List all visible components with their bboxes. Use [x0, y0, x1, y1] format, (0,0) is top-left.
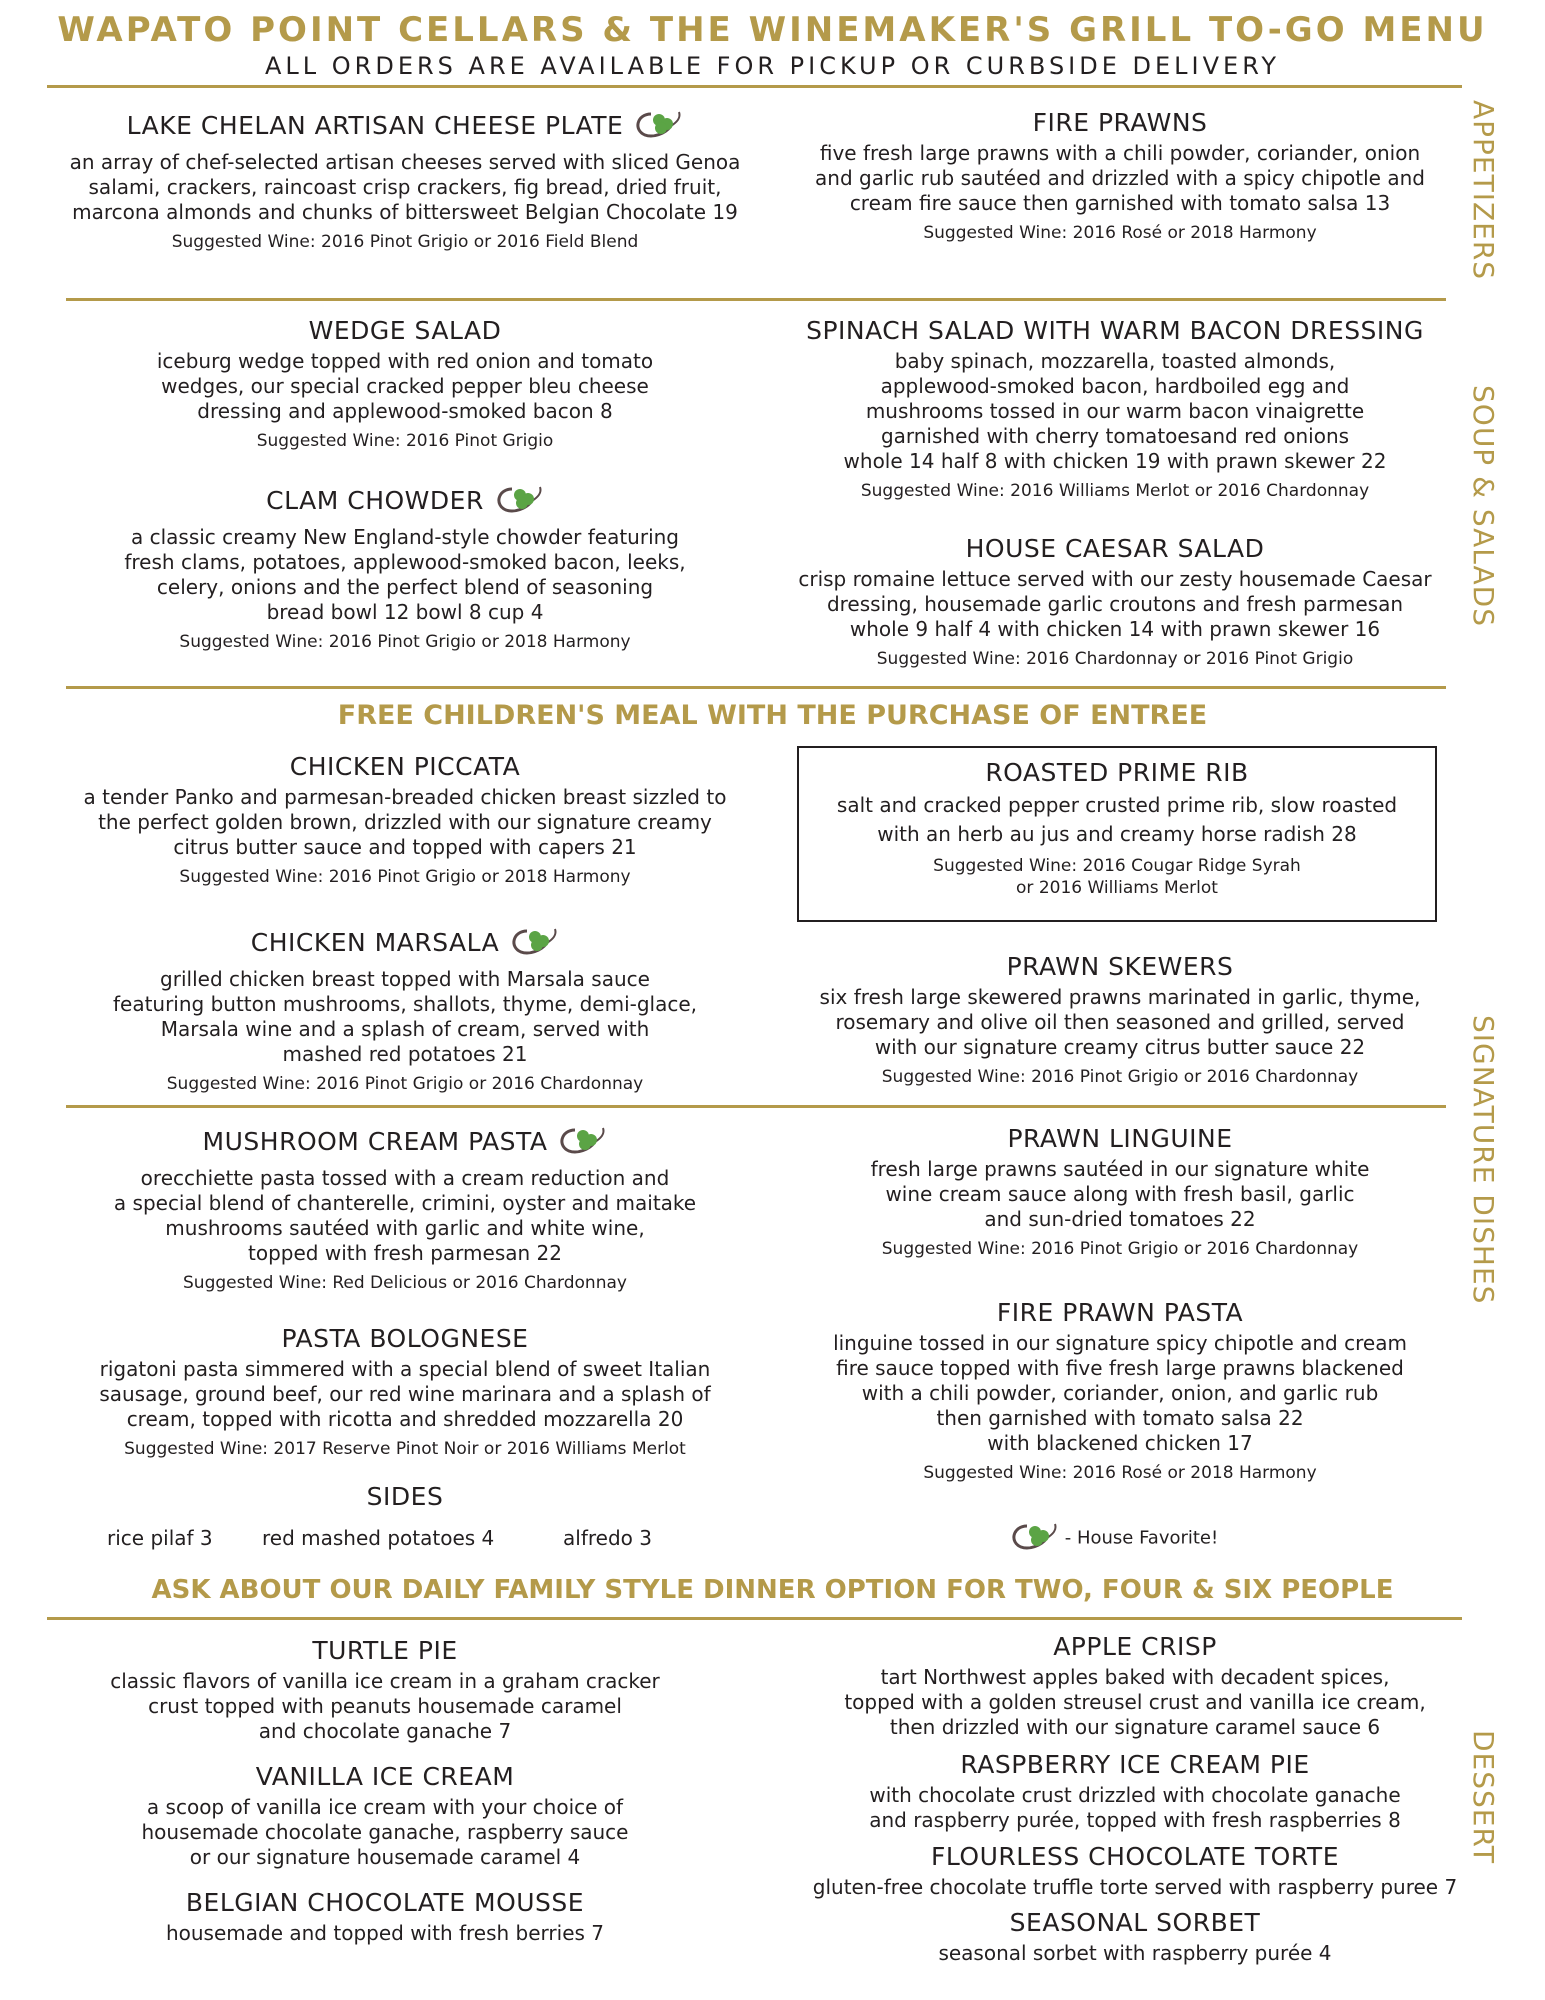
item-name: BELGIAN CHOCOLATE MOUSSE: [185, 1888, 585, 1917]
house-favorite-legend: [1007, 1520, 1218, 1557]
item-description: grilled chicken breast topped with Marsala sauce featuring button mushrooms, shallots, thyme, demi-glace, Marsala wine and a splash of cream, served with mashed red potatoes 21: [112, 967, 698, 1066]
menu-item-wedge-salad: [60, 316, 750, 452]
menu-item-pasta-bolognese: [40, 1324, 770, 1460]
item-wine: Suggested Wine: 2016 Williams Merlot or 2016 Chardonnay: [860, 481, 1370, 501]
item-name: CHICKEN MARSALA: [250, 928, 500, 957]
item-wine: Suggested Wine: 2016 Chardonnay or 2016 Pinot Grigio: [876, 649, 1354, 669]
legend-text: - House Favorite!: [1064, 1527, 1219, 1549]
menu-item-prawn-skewers: [790, 952, 1450, 1088]
item-wine: Suggested Wine: 2016 Pinot Grigio or 2018 Harmony: [179, 632, 631, 652]
side-item: alfredo 3: [563, 1526, 652, 1550]
divider-appetizers: [66, 298, 1446, 301]
item-description: a scoop of vanilla ice cream with your choice of housemade chocolate ganache, raspberry sauce or our signature housemade caramel 4: [141, 1795, 629, 1869]
item-description: rigatoni pasta simmered with a special blend of sweet Italian sausage, ground beef, our red wine marinara and a splash of cream, topped with ricotta and shredded mozzarella 20: [99, 1357, 711, 1431]
menu-item-cheese-plate: [40, 108, 770, 253]
menu-item-clam-chowder: [60, 483, 750, 653]
item-name: VANILLA ICE CREAM: [255, 1762, 515, 1791]
item-name: APPLE CRISP: [1053, 1632, 1217, 1661]
item-wine: Suggested Wine: 2016 Pinot Grigio: [256, 431, 554, 451]
menu-item-chocolate-torte: [775, 1842, 1495, 1900]
item-wine: Suggested Wine: 2016 Cougar Ridge Syrah or 2016 Williams Merlot: [933, 856, 1301, 898]
menu-item-chicken-piccata: [40, 752, 770, 888]
item-description: fresh large prawns sautéed in our signature white wine cream sauce along with fresh basil, garlic and sun-dried tomatoes 22: [870, 1157, 1370, 1231]
menu-item-seasonal-sorbet: [780, 1908, 1490, 1966]
item-name: PRAWN SKEWERS: [1006, 952, 1234, 981]
divider-soups: [66, 686, 1446, 689]
item-name: SEASONAL SORBET: [1009, 1908, 1261, 1937]
item-wine: Suggested Wine: 2017 Reserve Pinot Noir or 2016 Williams Merlot: [124, 1439, 686, 1459]
side-item: red mashed potatoes 4: [262, 1526, 495, 1550]
divider-signature-mid: [66, 1105, 1446, 1108]
menu-item-apple-crisp: [780, 1632, 1490, 1740]
item-description: seasonal sorbet with raspberry purée 4: [938, 1941, 1332, 1965]
item-description: with chocolate crust drizzled with chocolate ganache and raspberry purée, topped with fresh raspberries 8: [869, 1783, 1401, 1832]
item-name: ROASTED PRIME RIB: [985, 758, 1249, 787]
sides-section: [40, 1482, 770, 1515]
item-wine: Suggested Wine: 2016 Pinot Grigio or 2018 Harmony: [179, 867, 631, 887]
leaf-icon: [492, 483, 544, 521]
item-name: CLAM CHOWDER: [266, 486, 484, 515]
item-name: FIRE PRAWNS: [1032, 108, 1208, 137]
item-description: six fresh large skewered prawns marinated in garlic, thyme, rosemary and olive oil then seasoned and grilled, served with our signature creamy citrus butter sauce 22: [819, 985, 1421, 1059]
divider-top: [47, 85, 1462, 88]
item-description: linguine tossed in our signature spicy chipotle and cream fire sauce topped with five fresh large prawns blackened with a chili powder, coriander, onion, and garlic rub then garnished with tomato salsa 22 with blackened chicken 17: [833, 1331, 1407, 1455]
banner-family-style: ASK ABOUT OUR DAILY FAMILY STYLE DINNER OPTION FOR TWO, FOUR & SIX PEOPLE: [151, 1575, 1394, 1605]
menu-item-chocolate-mousse: [40, 1888, 730, 1946]
item-name: LAKE CHELAN ARTISAN CHEESE PLATE: [126, 111, 624, 140]
item-name: CHICKEN PICCATA: [289, 752, 521, 781]
section-label-soups: SOUP & SALADS: [1467, 385, 1500, 628]
item-description: housemade and topped with fresh berries 7: [165, 1921, 605, 1945]
menu-item-prawn-linguine: [790, 1124, 1450, 1260]
side-item: rice pilaf 3: [107, 1526, 213, 1550]
banner-free-childrens-meal: FREE CHILDREN'S MEAL WITH THE PURCHASE OF ENTREE: [337, 700, 1208, 731]
menu-item-prime-rib: [797, 746, 1437, 922]
item-name: SPINACH SALAD WITH WARM BACON DRESSING: [806, 316, 1424, 345]
section-label-signature: SIGNATURE DISHES: [1467, 1015, 1500, 1305]
item-description: a tender Panko and parmesan-breaded chicken breast sizzled to the perfect golden brown, drizzled with our signature creamy citrus butter sauce and topped with capers 21: [83, 785, 727, 859]
item-name: HOUSE CAESAR SALAD: [965, 534, 1265, 563]
menu-item-fire-prawns: [790, 108, 1450, 244]
item-description: baby spinach, mozzarella, toasted almonds, applewood-smoked bacon, hardboiled egg and mushrooms tossed in our warm bacon vinaigrette garnished with cherry tomatoesand red onions whole 14 half 8 with chicken 19 with prawn skewer 22: [843, 349, 1387, 473]
item-name: FIRE PRAWN PASTA: [996, 1298, 1244, 1327]
item-description: salt and cracked pepper crusted prime rib, slow roasted with an herb au jus and creamy horse radish 28: [836, 793, 1398, 846]
item-name: MUSHROOM CREAM PASTA: [202, 1127, 548, 1156]
menu-item-turtle-pie: [40, 1636, 730, 1744]
menu-item-mushroom-pasta: [40, 1124, 770, 1294]
item-description: classic flavors of vanilla ice cream in a graham cracker crust topped with peanuts housemade caramel and chocolate ganache 7: [110, 1669, 660, 1743]
item-description: a classic creamy New England-style chowder featuring fresh clams, potatoes, applewood-smoked bacon, leeks, celery, onions and the perfect blend of seasoning bread bowl 12 bowl 8 cup 4: [124, 525, 686, 624]
leaf-icon: [507, 925, 559, 963]
item-wine: Suggested Wine: 2016 Rosé or 2018 Harmony: [923, 223, 1317, 243]
divider-dessert: [47, 1617, 1462, 1620]
item-wine: Suggested Wine: 2016 Rosé or 2018 Harmony: [923, 1463, 1317, 1483]
item-description: crisp romaine lettuce served with our zesty housemade Caesar dressing, housemade garlic croutons and fresh parmesan whole 9 half 4 with chicken 14 with prawn skewer 16: [798, 567, 1432, 641]
menu-item-chicken-marsala: [40, 925, 770, 1095]
item-name: PASTA BOLOGNESE: [281, 1324, 529, 1353]
item-description: gluten-free chocolate truffle torte served with raspberry puree 7: [812, 1875, 1458, 1899]
menu-item-vanilla-ice-cream: [40, 1762, 730, 1870]
section-label-dessert: DESSERT: [1467, 1730, 1500, 1865]
item-description: five fresh large prawns with a chili powder, coriander, onion and garlic rub sautéed and drizzled with a spicy chipotle and cream fire sauce then garnished with tomato salsa 13: [815, 141, 1425, 215]
leaf-icon: [631, 108, 683, 146]
leaf-icon: [1007, 1520, 1059, 1557]
item-name: PRAWN LINGUINE: [1007, 1124, 1233, 1153]
menu-item-spinach-salad: [770, 316, 1460, 502]
item-name: WEDGE SALAD: [308, 316, 502, 345]
item-description: an array of chef-selected artisan cheeses served with sliced Genoa salami, crackers, raincoast crisp crackers, fig bread, dried fruit, marcona almonds and chunks of bittersweet Belgian Chocolate 19: [69, 150, 741, 224]
menu-item-raspberry-pie: [780, 1750, 1490, 1833]
item-description: iceburg wedge topped with red onion and tomato wedges, our special cracked pepper bleu cheese dressing and applewood-smoked bacon 8: [156, 349, 654, 423]
item-description: orecchiette pasta tossed with a cream reduction and a special blend of chanterelle, crimini, oyster and maitake mushrooms sautéed with garlic and white wine, topped with fresh parmesan 22: [113, 1166, 697, 1265]
item-description: tart Northwest apples baked with decadent spices, topped with a golden streusel crust and vanilla ice cream, then drizzled with our signature caramel sauce 6: [844, 1665, 1426, 1739]
item-name: TURTLE PIE: [312, 1636, 458, 1665]
menu-item-caesar-salad: [770, 534, 1460, 670]
item-wine: Suggested Wine: 2016 Pinot Grigio or 2016 Chardonnay: [881, 1067, 1359, 1087]
menu-subtitle: ALL ORDERS ARE AVAILABLE FOR PICKUP OR CURBSIDE DELIVERY: [264, 52, 1281, 80]
item-wine: Suggested Wine: Red Delicious or 2016 Chardonnay: [183, 1273, 627, 1293]
sides-title: SIDES: [366, 1482, 444, 1511]
section-label-appetizers: APPETIZERS: [1467, 100, 1500, 281]
leaf-icon: [555, 1124, 607, 1162]
item-wine: Suggested Wine: 2016 Pinot Grigio or 2016 Field Blend: [171, 232, 639, 252]
item-name: FLOURLESS CHOCOLATE TORTE: [931, 1842, 1339, 1871]
menu-title: WAPATO POINT CELLARS & THE WINEMAKER'S GRILL TO-GO MENU: [57, 10, 1488, 50]
menu-item-fire-prawn-pasta: [790, 1298, 1450, 1484]
item-name: RASPBERRY ICE CREAM PIE: [960, 1750, 1310, 1779]
item-wine: Suggested Wine: 2016 Pinot Grigio or 2016 Chardonnay: [881, 1239, 1359, 1259]
item-wine: Suggested Wine: 2016 Pinot Grigio or 2016 Chardonnay: [166, 1074, 644, 1094]
